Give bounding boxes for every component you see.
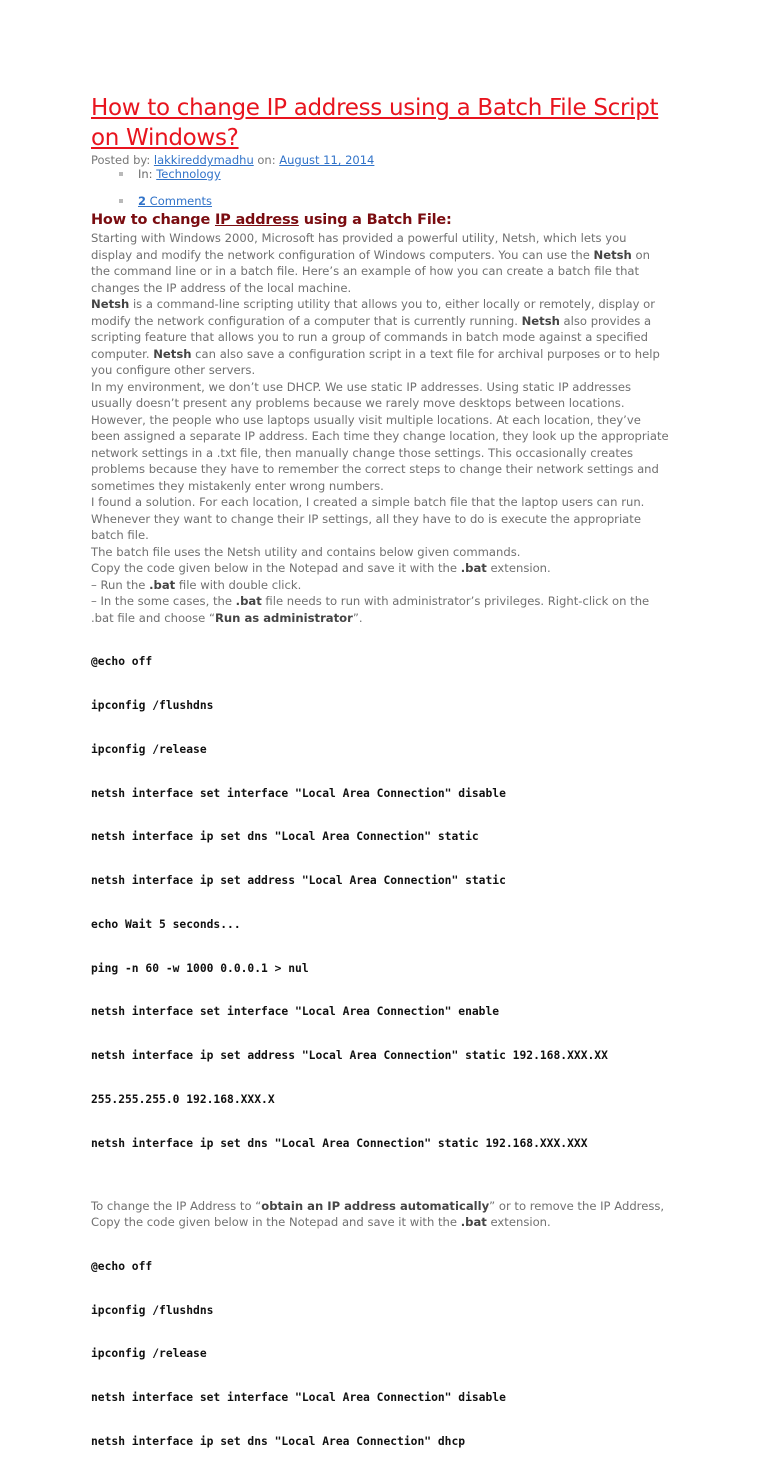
date-link[interactable]: August 11, 2014 xyxy=(279,153,375,167)
code-line: echo Wait 5 seconds... xyxy=(91,917,241,931)
text: To change the IP Address to “ xyxy=(91,1198,262,1213)
code-block-static xyxy=(91,626,671,1181)
category-item xyxy=(119,167,671,181)
text: extension. xyxy=(486,1215,551,1230)
paragraph-copy-instruction xyxy=(91,560,671,577)
category-label: In: xyxy=(138,167,157,181)
bat-term: .bat xyxy=(460,1215,487,1230)
paragraph-admin-instruction xyxy=(91,593,671,626)
netsh-term: Netsh xyxy=(593,247,632,262)
paragraph-solution: I found a solution. For each location, I created a simple batch file that the laptop users can run. Whenever they want to change their IP settings, all they have to do is execute the appropriate batch file. xyxy=(91,495,645,542)
paragraph-dhcp-instruction xyxy=(91,1198,671,1231)
comments-label: Comments xyxy=(146,194,213,208)
code-line: netsh interface set interface "Local Area Connection" disable xyxy=(91,1391,506,1405)
paragraph-batch-intro: The batch file uses the Netsh utility and contains below given commands. xyxy=(91,544,521,559)
paragraph-environment: In my environment, we don’t use DHCP. We use static IP addresses. Using static IP addresses usually doesn’t present any problems because we rarely move desktops between locations. However, the people who use laptops usually visit multiple locations. At each location, they’ve been assigned a separate IP address. Each time they change location, they look up the appropriate network settings in a .txt file, then manually change those settings. This occasionally creates problems because they have to remember the correct steps to change their network settings and sometimes they mistakenly enter wrong numbers. xyxy=(91,379,669,493)
text: file with double click. xyxy=(175,577,302,592)
text: Copy the code given below in the Notepad and save it with the xyxy=(91,561,461,575)
comments-link[interactable] xyxy=(138,194,212,208)
section-heading-prefix: How to change xyxy=(91,212,215,228)
category-link[interactable]: Technology xyxy=(156,167,221,181)
bat-term: .bat xyxy=(460,561,487,575)
code-line: netsh interface ip set dns "Local Area Connection" static 192.168.XXX.XXX xyxy=(91,1136,588,1150)
posted-by-label: Posted by: xyxy=(91,153,154,167)
netsh-term: Netsh xyxy=(153,346,192,361)
comments-item xyxy=(119,194,671,208)
netsh-term: Netsh xyxy=(91,297,130,311)
code-line: ipconfig /flushdns xyxy=(91,1303,214,1317)
obtain-ip-term: obtain an IP address automatically xyxy=(261,1198,490,1213)
run-as-admin-term: Run as administrator xyxy=(215,610,353,625)
text: can also save a configuration script in a text file for archival purposes or to help you configure other servers. xyxy=(91,346,660,377)
bat-term: .bat xyxy=(149,577,176,592)
text: – Run the xyxy=(91,577,150,592)
code-line: netsh interface ip set address "Local Area Connection" static 192.168.XXX.XX xyxy=(91,1049,608,1063)
text: ”. xyxy=(352,610,363,625)
article-title[interactable]: How to change IP address using a Batch File Script on Windows? xyxy=(91,95,659,151)
text: ” or to remove the IP Address, Copy the code given below in the Notepad and save it with the xyxy=(91,1198,665,1230)
code-line: netsh interface set interface "Local Area Connection" disable xyxy=(91,786,506,800)
code-line: 255.255.255.0 192.168.XXX.X xyxy=(91,1093,275,1106)
text: on the command line or in a batch file. Here’s an example of how you can create a batch file that changes the IP address of the local machine. xyxy=(91,247,650,295)
code-line: netsh interface ip set dns "Local Area Connection" static xyxy=(91,830,479,844)
paragraph-netsh xyxy=(91,296,671,379)
post-tags xyxy=(91,167,671,208)
text: is a command-line scripting utility that allows you to, either locally or remotely, display or modify the network configuration of a computer that is currently running. xyxy=(91,297,656,328)
code-line: ipconfig /release xyxy=(91,742,207,756)
text: also provides a scripting feature that allows you to run a group of commands in batch mode against a specified computer. xyxy=(91,313,652,361)
bat-term: .bat xyxy=(235,594,262,608)
code-line: @echo off xyxy=(91,655,153,669)
text: extension. xyxy=(486,561,551,575)
paragraph-run-instruction xyxy=(91,577,671,594)
code-block-dhcp xyxy=(91,1231,671,1479)
text: – In the some cases, the xyxy=(91,594,236,608)
netsh-term: Netsh xyxy=(521,313,560,328)
code-line: ipconfig /flushdns xyxy=(91,698,214,712)
post-meta xyxy=(91,153,671,167)
text: Starting with Windows 2000, Microsoft has provided a powerful utility, Netsh, which lets you display and modify the network configuration of Windows computers. You can use the xyxy=(91,231,627,262)
code-line: ping -n 60 -w 1000 0.0.0.1 > nul xyxy=(91,961,309,975)
spacer xyxy=(91,1181,671,1198)
article xyxy=(91,93,671,1479)
text: file needs to run with administrator’s privileges. Right-click on the .bat file and choose “ xyxy=(91,594,650,625)
section-heading xyxy=(91,210,671,230)
section-heading-underlined: IP address xyxy=(214,212,299,228)
code-line: netsh interface set interface "Local Area Connection" enable xyxy=(91,1005,500,1019)
section-heading-rest: using a Batch File: xyxy=(298,212,452,228)
code-line: netsh interface ip set address "Local Area Connection" static xyxy=(91,874,506,888)
code-line: netsh interface ip set dns "Local Area Connection" dhcp xyxy=(91,1434,466,1448)
paragraph-intro xyxy=(91,230,671,296)
date-label: on: xyxy=(253,153,280,167)
author-link[interactable]: lakkireddymadhu xyxy=(153,153,254,167)
code-line: @echo off xyxy=(91,1259,153,1273)
code-line: ipconfig /release xyxy=(91,1347,207,1361)
comments-count: 2 xyxy=(138,194,147,208)
